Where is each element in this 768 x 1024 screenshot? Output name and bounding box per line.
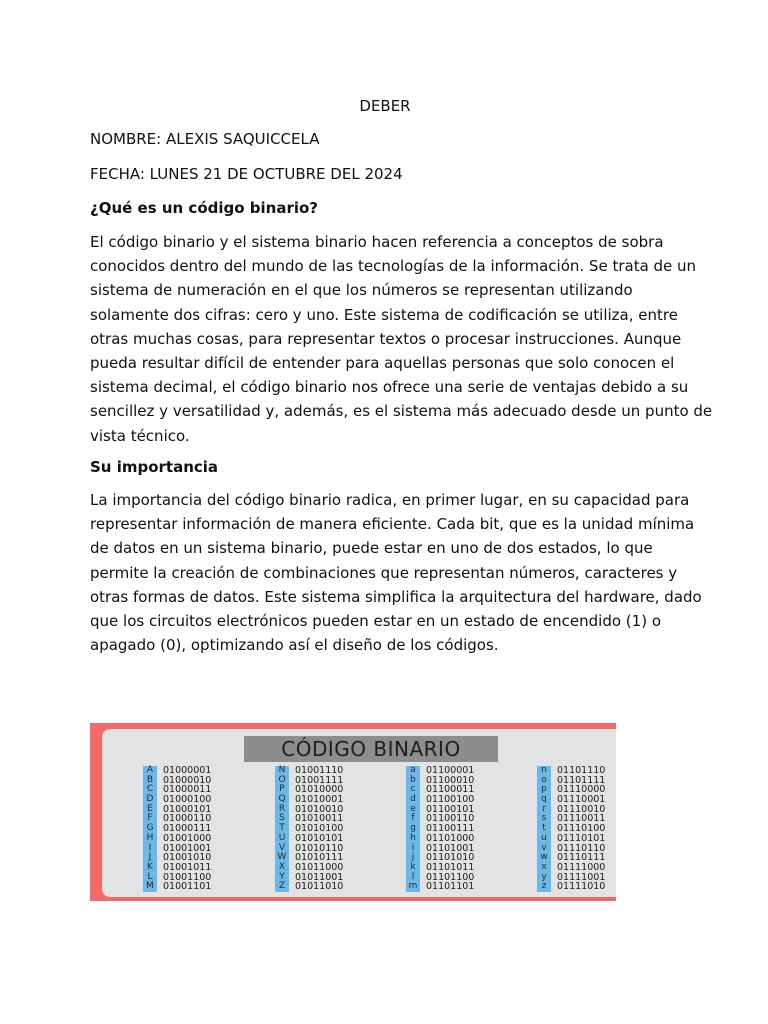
paragraph-importancia — [90, 488, 702, 657]
code-cell: 01101000 — [426, 832, 475, 844]
code-cell: 01010011 — [295, 813, 344, 825]
code-cell: 01110001 — [557, 794, 606, 806]
code-cell: 01001000 — [163, 832, 212, 844]
code-column — [295, 766, 343, 892]
letter-cell: Z — [278, 881, 286, 892]
code-column — [426, 766, 474, 892]
letter-column — [406, 766, 420, 892]
paragraph-line: pueda resultar difícil de entender para aquellas personas que solo conocen el — [90, 354, 675, 373]
letter-cell: i — [411, 842, 415, 853]
code-cell: 01000110 — [163, 813, 212, 825]
letter-cell: T — [279, 823, 285, 834]
letter-cell: u — [541, 832, 547, 843]
heading-importancia: Su importancia — [90, 458, 219, 476]
letter-cell: a — [410, 765, 416, 775]
letter-cell: g — [410, 823, 416, 834]
letter-cell: q — [541, 794, 547, 805]
letter-cell: X — [278, 861, 286, 872]
binary-table-panel — [102, 729, 616, 897]
letter-cell: n — [541, 765, 547, 775]
code-cell: 01100110 — [426, 813, 475, 825]
paragraph-line: sistema decimal, el código binario nos ofrece una serie de ventajas debido a su — [90, 378, 689, 397]
letter-column — [143, 766, 157, 892]
paragraph-line: apagado (0), optimizando así el diseño de los códigos. — [90, 636, 499, 655]
letter-cell: Y — [279, 871, 285, 882]
letter-cell: H — [146, 832, 154, 843]
code-cell: 01000100 — [163, 794, 212, 806]
code-cell: 01000111 — [163, 823, 212, 835]
code-cell: 01011000 — [295, 861, 344, 873]
code-cell: 01110101 — [557, 832, 606, 844]
code-cell: 01010111 — [295, 852, 344, 864]
letter-cell: t — [542, 823, 546, 834]
heading-que-es: ¿Qué es un código binario? — [90, 199, 318, 217]
code-cell: 01001111 — [295, 774, 344, 786]
paragraph-line: representar información de manera eficiente. Cada bit, que es la unidad mínima — [90, 515, 695, 534]
letter-column — [537, 766, 551, 892]
binary-code-image — [90, 723, 616, 901]
letter-cell: I — [148, 842, 152, 853]
letter-cell: y — [541, 871, 547, 882]
letter-cell: M — [146, 881, 154, 892]
paragraph-line: otras formas de datos. Este sistema simplifica la arquitectura del hardware, dado — [90, 587, 702, 606]
code-cell: 01101101 — [426, 881, 475, 893]
letter-cell: k — [410, 861, 416, 872]
code-cell: 01010100 — [295, 823, 344, 835]
binary-image-title: CÓDIGO BINARIO — [244, 736, 498, 762]
paragraph-line: otras muchas cosas, para representar textos o procesar instrucciones. Aunque — [90, 329, 682, 348]
paragraph-line: sistema de numeración en el que los números se representan utilizando — [90, 281, 633, 300]
letter-cell: z — [541, 881, 547, 892]
code-cell: 01010000 — [295, 784, 344, 796]
paragraph-line: La importancia del código binario radica, en primer lugar, en su capacidad para — [90, 491, 690, 509]
letter-cell: b — [410, 774, 416, 785]
code-cell: 01100011 — [426, 784, 475, 796]
code-cell: 01001010 — [163, 852, 212, 864]
code-cell: 01101001 — [426, 842, 475, 854]
letter-cell: J — [148, 852, 152, 863]
code-cell: 01101111 — [557, 774, 606, 786]
letter-cell: s — [541, 813, 547, 824]
paragraph-line: conocidos dentro del mundo de las tecnologías de la información. Se trata de un — [90, 257, 697, 276]
letter-cell: W — [277, 852, 287, 863]
code-cell: 01111001 — [557, 871, 606, 883]
code-cell: 01110011 — [557, 813, 606, 825]
doc-fecha: FECHA: LUNES 21 DE OCTUBRE DEL 2024 — [90, 165, 403, 183]
code-cell: 01001110 — [295, 765, 344, 776]
code-cell: 01001011 — [163, 861, 212, 873]
code-cell: 01100100 — [426, 794, 475, 806]
letter-cell: v — [541, 842, 547, 853]
letter-cell: O — [278, 774, 286, 785]
code-cell: 01101010 — [426, 852, 475, 864]
letter-cell: j — [411, 852, 415, 863]
code-cell: 01101110 — [557, 765, 606, 776]
paragraph-line: vista técnico. — [90, 426, 190, 445]
paragraph-definicion — [90, 230, 713, 448]
code-cell: 01110110 — [557, 842, 606, 854]
code-cell: 01010010 — [295, 803, 344, 815]
letter-cell: h — [410, 832, 416, 843]
code-cell: 01101011 — [426, 861, 475, 873]
letter-column — [275, 766, 289, 892]
letter-cell: D — [146, 794, 154, 805]
code-cell: 01101100 — [426, 871, 475, 883]
code-cell: 01100001 — [426, 765, 475, 776]
code-cell: 01001100 — [163, 871, 212, 883]
letter-cell: l — [411, 871, 415, 882]
letter-cell: r — [542, 803, 546, 814]
paragraph-line: que los circuitos electrónicos pueden estar en un estado de encendido (1) o — [90, 612, 662, 631]
paragraph-line: de datos en un sistema binario, puede estar en uno de dos estados, lo que — [90, 539, 653, 558]
code-cell: 01110111 — [557, 852, 606, 864]
code-cell: 01000001 — [163, 765, 212, 776]
paragraph-line: solamente dos cifras: cero y uno. Este sistema de codificación se utiliza, entre — [90, 305, 678, 324]
code-cell: 01010001 — [295, 794, 344, 806]
letter-cell: B — [146, 774, 154, 785]
letter-cell: U — [278, 832, 286, 843]
code-cell: 01100101 — [426, 803, 475, 815]
paragraph-line: sencillez y versatilidad y, además, es el sistema más adecuado desde un punto de — [90, 402, 713, 421]
letter-cell: x — [541, 861, 547, 872]
code-cell: 01000010 — [163, 774, 212, 786]
letter-cell: d — [410, 794, 416, 805]
code-column — [557, 766, 605, 892]
letter-cell: c — [410, 784, 416, 795]
letter-cell: K — [147, 861, 153, 872]
code-cell: 01110100 — [557, 823, 606, 835]
code-cell: 01110000 — [557, 784, 606, 796]
letter-cell: F — [147, 813, 153, 824]
letter-cell: o — [541, 774, 547, 785]
doc-title: DEBER — [359, 97, 411, 115]
letter-cell: L — [147, 871, 153, 882]
code-column — [163, 766, 211, 892]
code-cell: 01010101 — [295, 832, 344, 844]
code-cell: 01110010 — [557, 803, 606, 815]
letter-cell: m — [408, 881, 418, 892]
code-cell: 01010110 — [295, 842, 344, 854]
code-cell: 01001001 — [163, 842, 212, 854]
code-cell: 01001101 — [163, 881, 212, 893]
letter-cell: e — [410, 803, 416, 814]
code-cell: 01100111 — [426, 823, 475, 835]
letter-cell: f — [411, 813, 415, 824]
code-cell: 01000101 — [163, 803, 212, 815]
code-cell: 01011010 — [295, 881, 344, 893]
letter-cell: P — [279, 784, 285, 795]
doc-nombre: NOMBRE: ALEXIS SAQUICCELA — [90, 130, 320, 148]
letter-cell: Q — [278, 794, 286, 805]
letter-cell: R — [278, 803, 286, 814]
letter-cell: E — [147, 803, 153, 814]
code-cell: 01011001 — [295, 871, 344, 883]
letter-cell: N — [278, 765, 286, 775]
letter-cell: p — [541, 784, 547, 795]
code-cell: 01100010 — [426, 774, 475, 786]
letter-cell: G — [146, 823, 154, 834]
code-cell: 01000011 — [163, 784, 212, 796]
paragraph-line: El código binario y el sistema binario hacen referencia a conceptos de sobra — [90, 233, 664, 251]
paragraph-line: permite la creación de combinaciones que representan números, caracteres y — [90, 563, 678, 582]
code-cell: 01111010 — [557, 881, 606, 893]
letter-cell: C — [146, 784, 154, 795]
letter-cell: w — [540, 852, 548, 863]
letter-cell: S — [279, 813, 285, 824]
code-cell: 01111000 — [557, 861, 606, 873]
letter-cell: A — [146, 765, 154, 775]
letter-cell: V — [278, 842, 286, 853]
